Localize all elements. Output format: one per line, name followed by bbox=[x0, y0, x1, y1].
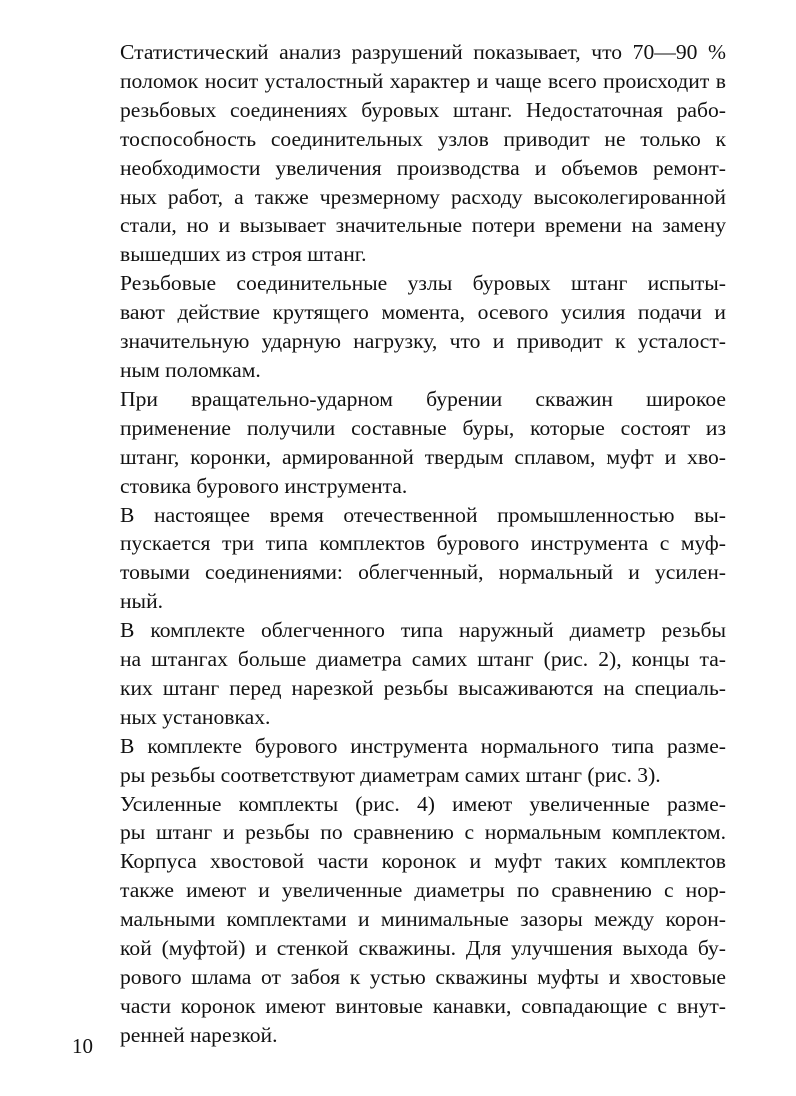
text-line: стовика бурового инструмента. bbox=[120, 473, 408, 498]
text-line: кой (муфтой) и стенкой скважины. Для улучшения выхода бу- bbox=[120, 936, 726, 961]
paragraph bbox=[74, 38, 726, 269]
text-line: резьбовых соединениях буровых штанг. Недостаточная рабо- bbox=[120, 97, 726, 122]
page-number: 10 bbox=[72, 1034, 93, 1058]
text-line: необходимости увеличения производства и объемов ремонт- bbox=[120, 155, 726, 180]
text-line: вышедших из строя штанг. bbox=[120, 242, 367, 267]
text-line: тоспособность соединительных узлов приводит не только к bbox=[120, 126, 726, 151]
paragraph bbox=[74, 732, 726, 790]
text-line: значительную ударную нагрузку, что и приводит к усталост- bbox=[120, 329, 726, 354]
paragraph bbox=[74, 501, 726, 617]
text-line: на штангах больше диаметра самих штанг (рис. 2), концы та- bbox=[120, 647, 726, 672]
text-line: В настоящее время отечественной промышленностью вы- bbox=[120, 502, 726, 527]
paragraph bbox=[74, 385, 726, 501]
text-line: стали, но и вызывает значительные потери времени на замену bbox=[120, 213, 726, 238]
text-line: В комплекте облегченного типа наружный диаметр резьбы bbox=[120, 618, 726, 643]
text-line: В комплекте бурового инструмента нормального типа разме- bbox=[120, 733, 726, 758]
paragraph bbox=[74, 269, 726, 385]
text-line: ный. bbox=[120, 589, 164, 614]
text-line: ным поломкам. bbox=[120, 357, 261, 382]
text-line: Резьбовые соединительные узлы буровых штанг испыты- bbox=[120, 271, 726, 296]
text-line: Корпуса хвостовой части коронок и муфт таких комплектов bbox=[120, 849, 726, 874]
text-line: Усиленные комплекты (рис. 4) имеют увеличенные разме- bbox=[120, 791, 726, 816]
text-line: пускается три типа комплектов бурового инструмента с муф- bbox=[120, 531, 726, 556]
text-line: Статистический анализ разрушений показывает, что 70—90 % bbox=[120, 40, 726, 64]
text-line: ких штанг перед нарезкой резьбы высаживаются на специаль- bbox=[120, 675, 726, 700]
text-line: ренней нарезкой. bbox=[120, 1022, 278, 1047]
text-line: ры резьбы соответствуют диаметрам самих штанг (рис. 3). bbox=[120, 762, 661, 787]
text-line: ных работ, а также чрезмерному расходу высоколегированной bbox=[120, 184, 726, 209]
text-line: мальными комплектами и минимальные зазоры между корон- bbox=[120, 907, 726, 932]
text-line: ры штанг и резьбы по сравнению с нормальным комплектом. bbox=[120, 820, 726, 845]
text-line: вают действие крутящего момента, осевого усилия подачи и bbox=[120, 300, 726, 325]
text-line: рового шлама от забоя к устью скважины муфты и хвостовые bbox=[120, 965, 726, 989]
text-line: При вращательно-ударном бурении скважин широкое bbox=[120, 386, 726, 411]
text-line: также имеют и увеличенные диаметры по сравнению с нор- bbox=[120, 878, 726, 903]
page-body bbox=[74, 38, 726, 1050]
text-line: части коронок имеют винтовые канавки, совпадающие с внут- bbox=[120, 993, 726, 1018]
text-line: ных установках. bbox=[120, 704, 271, 729]
paragraph bbox=[74, 790, 726, 1050]
text-line: применение получили составные буры, которые состоят из bbox=[120, 415, 726, 440]
paragraph bbox=[74, 616, 726, 732]
text-line: товыми соединениями: облегченный, нормальный и усилен- bbox=[120, 560, 726, 585]
text-line: поломок носит усталостный характер и чаще всего происходит в bbox=[120, 68, 726, 93]
text-line: штанг, коронки, армированной твердым сплавом, муфт и хво- bbox=[120, 444, 726, 469]
